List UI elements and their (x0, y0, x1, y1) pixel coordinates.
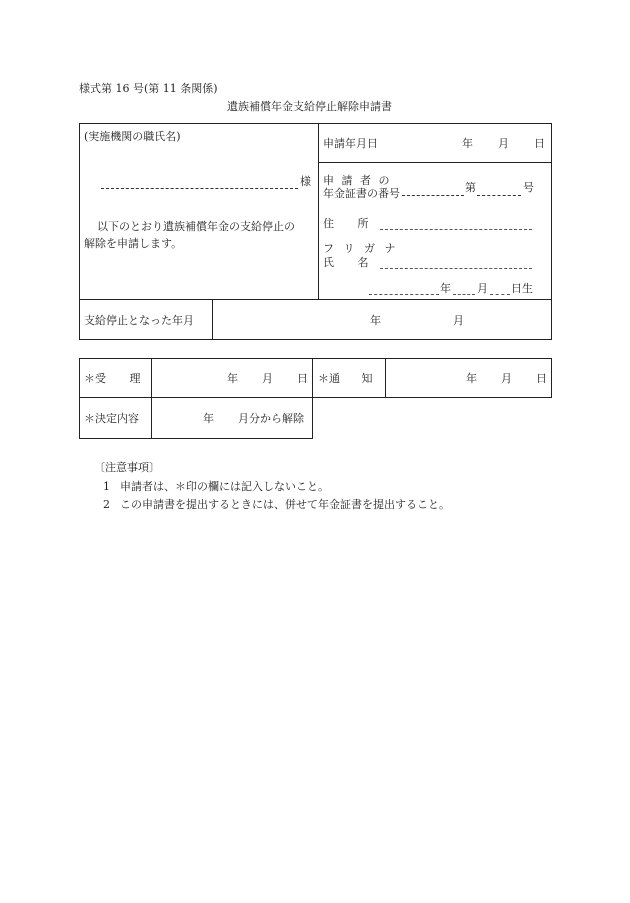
notice-label: ＊通 知 (318, 372, 373, 385)
birth-year-unit: 年 (440, 282, 451, 295)
application-year-unit: 年 (462, 137, 473, 150)
applicant-label-line1: 申 請 者 の (323, 174, 392, 187)
decision-label: ＊決定内容 (84, 412, 139, 425)
birth-month-unit: 月 (477, 282, 488, 295)
birth-day-suffix: 日生 (511, 282, 533, 295)
notice-year-unit: 年 (466, 372, 477, 385)
certificate-dai: 第 (465, 181, 476, 194)
receipt-year-unit: 年 (227, 372, 238, 385)
agency-name-line[interactable] (101, 188, 298, 189)
office-row1 (79, 358, 552, 398)
note-2-number: 2 (103, 498, 110, 511)
main-divider-right-top (318, 162, 552, 163)
address-label: 住 所 (323, 217, 369, 230)
certificate-go: 号 (523, 181, 534, 194)
suspension-month-unit: 月 (453, 314, 464, 327)
address-line[interactable] (380, 229, 532, 230)
receipt-label: ＊受 理 (84, 372, 141, 385)
office-divider-3 (385, 358, 386, 398)
suspension-divider (212, 299, 213, 340)
main-divider-vertical (318, 123, 319, 300)
form-title: 遺族補償年金支給停止解除申請書 (227, 100, 392, 113)
name-line[interactable] (380, 268, 532, 269)
office-row2-bottom (79, 438, 313, 439)
application-date-label: 申請年月日 (323, 137, 378, 150)
application-day-unit: 日 (534, 137, 545, 150)
birth-month-line[interactable] (453, 294, 475, 295)
furigana-label: フ リ ガ ナ (323, 242, 399, 255)
certificate-prefix-line[interactable] (402, 195, 464, 196)
notes-heading: 〔注意事項〕 (94, 461, 160, 474)
birth-day-line[interactable] (490, 294, 510, 295)
agency-label: (実施機関の職氏名) (84, 130, 181, 143)
office-divider-2 (312, 358, 313, 438)
request-text-line1: 以下のとおり遺族補償年金の支給停止の (97, 220, 295, 233)
notice-day-unit: 日 (536, 372, 547, 385)
form-number: 様式第 16 号(第 11 条関係) (79, 82, 218, 95)
applicant-label-line2: 年金証書の番号 (323, 187, 400, 200)
honorific-sama: 様 (300, 175, 311, 188)
birth-year-line[interactable] (369, 294, 439, 295)
certificate-number-line[interactable] (477, 195, 521, 196)
suspension-label: 支給停止となった年月 (84, 314, 194, 327)
decision-text: 月分から解除 (238, 412, 304, 425)
notice-month-unit: 月 (501, 372, 512, 385)
suspension-year-unit: 年 (370, 314, 381, 327)
receipt-month-unit: 月 (262, 372, 273, 385)
note-1-text: 申請者は、＊印の欄には記入しないこと。 (120, 480, 329, 493)
note-1-number: 1 (103, 480, 110, 493)
decision-year-unit: 年 (203, 412, 214, 425)
office-divider-1 (151, 358, 152, 438)
office-row2-left (79, 397, 80, 439)
main-divider-bottom (79, 299, 552, 300)
application-month-unit: 月 (498, 137, 509, 150)
request-text-line2: 解除を申請します。 (84, 237, 183, 250)
note-2-text: この申請書を提出するときには、併せて年金証書を提出すること。 (120, 498, 450, 511)
receipt-day-unit: 日 (297, 372, 308, 385)
name-label: 氏 名 (323, 256, 369, 269)
